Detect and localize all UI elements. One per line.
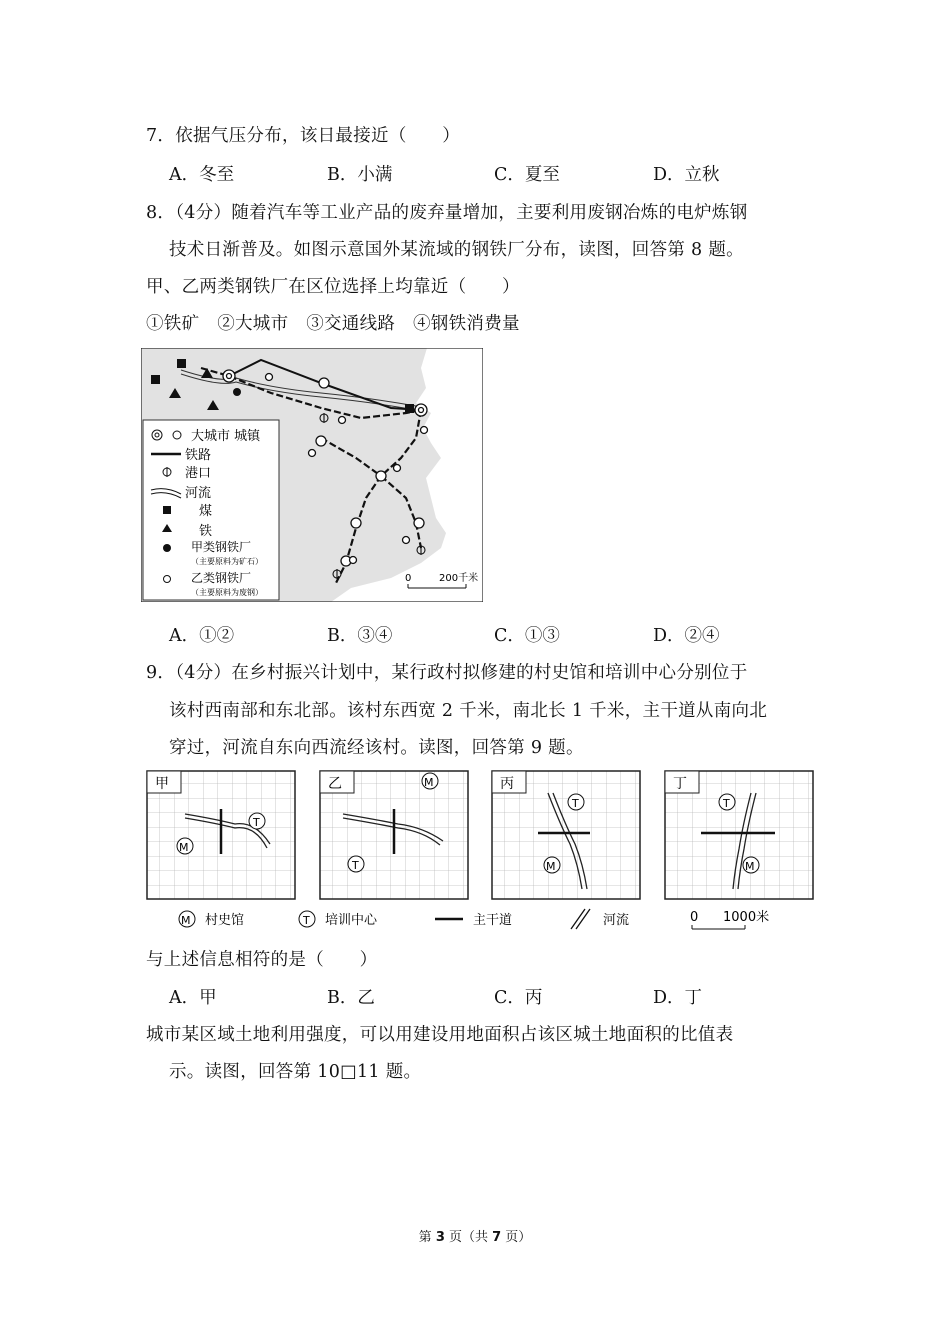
- svg-text:0: 0: [690, 910, 699, 925]
- panel-label-ding: 丁: [673, 776, 687, 792]
- steel-plant-map: [141, 348, 483, 606]
- svg-text:T: T: [352, 859, 359, 872]
- q7-option-b: B．小满: [327, 165, 393, 185]
- svg-text:T: T: [572, 797, 579, 810]
- village-panels-figure: [145, 769, 815, 938]
- legend-road: 主干道: [473, 913, 513, 928]
- q7-option-d: D．立秋: [653, 165, 720, 185]
- q7-option-c: C．夏至: [494, 165, 560, 185]
- panel-label-jia: 甲: [155, 776, 169, 792]
- q8-option-c: C．①③: [494, 626, 560, 646]
- q9-stem-line1: 9．（4分）在乡村振兴计划中，某行政村拟修建的村史馆和培训中心分别位于: [146, 663, 748, 683]
- svg-text:M: M: [424, 776, 434, 789]
- q8-option-b: B．③④: [327, 626, 393, 646]
- legend-steel-b-note: （主要原料为废钢）: [191, 588, 263, 597]
- panel-label-bing: 丙: [500, 776, 514, 792]
- legend-river: 河流: [603, 913, 630, 928]
- q9-question: 与上述信息相符的是（ ）: [146, 950, 378, 970]
- page-total: 7: [492, 1230, 502, 1245]
- q10-intro-line2: 示。读图，回答第 10□11 题。: [169, 1062, 422, 1082]
- svg-text:M: M: [179, 841, 189, 854]
- svg-text:M: M: [546, 860, 556, 873]
- legend-city-town: 大城市 城镇: [191, 429, 261, 444]
- legend-railway: 铁路: [185, 448, 212, 463]
- q9-stem-line3: 穿过，河流自东向西流经该村。读图，回答第 9 题。: [169, 738, 584, 758]
- svg-text:T: T: [253, 816, 260, 829]
- q8-option-a: A．①②: [169, 626, 235, 646]
- svg-text:200千米: 200千米: [439, 573, 479, 584]
- legend-port: 港口: [185, 466, 212, 481]
- q7-stem: 7．依据气压分布，该日最接近（ ）: [146, 126, 461, 146]
- legend-coal: 煤: [199, 504, 213, 519]
- q9-stem-line2: 该村西南部和东北部。该村东西宽 2 千米，南北长 1 千米，主干道从南向北: [169, 701, 768, 721]
- q8-option-d: D．②④: [653, 626, 720, 646]
- svg-text:M: M: [745, 860, 755, 873]
- q10-intro-line1: 城市某区域土地利用强度，可以用建设用地面积占该区城土地面积的比值表: [146, 1025, 734, 1045]
- q9-option-a: A．甲: [169, 988, 217, 1008]
- q9-option-b: B．乙: [327, 988, 375, 1008]
- q8-choices: ①铁矿 ②大城市 ③交通线路 ④钢铁消费量: [146, 314, 520, 334]
- panel-bing: [492, 771, 640, 899]
- legend-river: 河流: [185, 486, 212, 501]
- svg-text:0: 0: [405, 573, 412, 584]
- legend-steel-a: 甲类钢铁厂: [191, 540, 252, 554]
- panel-jia: [147, 771, 295, 899]
- page-number: 3: [435, 1230, 445, 1245]
- page-footer: 第 3 页（共 7 页）: [418, 1230, 532, 1245]
- q8-stem-line2: 技术日渐普及。如图示意国外某流域的钢铁厂分布，读图，回答第 8 题。: [169, 240, 744, 260]
- q7-option-a: A．冬至: [169, 165, 235, 185]
- panel-label-yi: 乙: [328, 776, 342, 792]
- q9-option-c: C．丙: [494, 988, 543, 1008]
- legend-museum: 村史馆: [205, 913, 245, 928]
- legend-steel-a-note: （主要原料为矿石）: [191, 557, 263, 566]
- legend-training: 培训中心: [325, 913, 378, 928]
- q8-stem-line1: 8．（4分）随着汽车等工业产品的废弃量增加，主要利用废钢冶炼的电炉炼钢: [146, 203, 748, 223]
- panel-ding: [665, 771, 813, 899]
- q8-question: 甲、乙两类钢铁厂在区位选择上均靠近（ ）: [146, 277, 520, 297]
- village-legend: [179, 909, 769, 929]
- svg-text:M: M: [181, 914, 191, 927]
- svg-text:T: T: [303, 914, 310, 927]
- legend-iron: 铁: [199, 524, 213, 539]
- legend-steel-b: 乙类钢铁厂: [191, 571, 252, 585]
- svg-text:1000米: 1000米: [723, 910, 770, 925]
- panel-yi: [320, 771, 468, 899]
- q9-option-d: D．丁: [653, 988, 703, 1008]
- svg-text:T: T: [723, 797, 730, 810]
